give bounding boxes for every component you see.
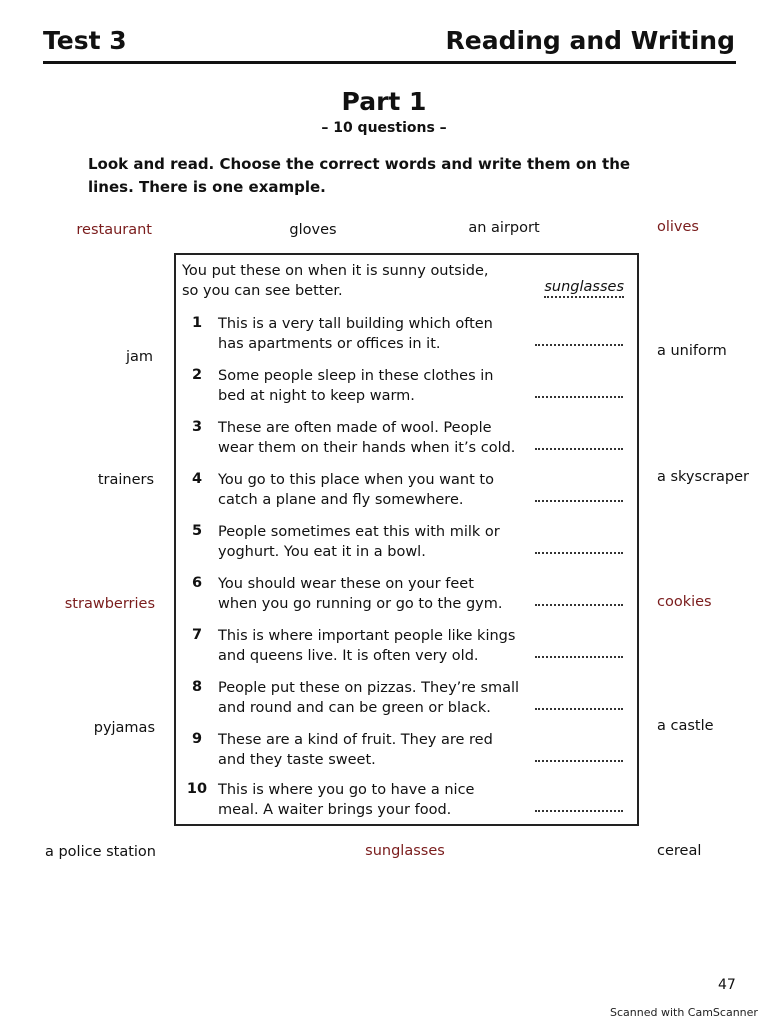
scanner-watermark: Scanned with CamScanner xyxy=(610,1006,758,1019)
answer-line[interactable] xyxy=(535,552,623,554)
answer-line[interactable] xyxy=(535,708,623,710)
question-number: 5 xyxy=(191,523,203,539)
question-number: 8 xyxy=(191,679,203,695)
question-text: You should wear these on your feet when you go running or go to the gym. xyxy=(218,576,503,612)
question-item xyxy=(176,730,637,782)
question-item xyxy=(176,522,637,574)
word-cookies: cookies xyxy=(657,594,712,610)
question-number: 1 xyxy=(191,315,203,331)
word-cereal: cereal xyxy=(657,843,702,859)
instructions: Look and read. Choose the correct words and write them on the lines. There is one example. xyxy=(88,155,631,196)
question-text: Some people sleep in these clothes in bed at night to keep warm. xyxy=(218,368,494,404)
word-a-police-station: a police station xyxy=(44,844,156,860)
question-item xyxy=(176,314,637,366)
example-line-1: You put these on when it is sunny outside, xyxy=(182,263,489,279)
answer-line[interactable] xyxy=(535,604,623,606)
example-answer: sunglasses xyxy=(544,278,624,298)
question-number: 10 xyxy=(186,781,208,797)
word-a-skyscraper: a skyscraper xyxy=(657,469,749,485)
question-item xyxy=(176,780,637,832)
question-number: 3 xyxy=(191,419,203,435)
question-text: These are a kind of fruit. They are red and they taste sweet. xyxy=(218,732,493,768)
question-text: You go to this place when you want to catch a plane and fly somewhere. xyxy=(218,472,494,508)
answer-line[interactable] xyxy=(535,810,623,812)
question-text: People put these on pizzas. They’re small and round and can be green or black. xyxy=(218,680,520,716)
question-box xyxy=(174,253,639,826)
answer-line[interactable] xyxy=(535,396,623,398)
answer-line[interactable] xyxy=(535,344,623,346)
answer-line[interactable] xyxy=(535,448,623,450)
section-title: Reading and Writing xyxy=(445,26,735,55)
question-text: People sometimes eat this with milk or yoghurt. You eat it in a bowl. xyxy=(218,524,500,560)
question-item xyxy=(176,366,637,418)
question-item xyxy=(176,418,637,470)
question-item xyxy=(176,626,637,678)
question-number: 9 xyxy=(191,731,203,747)
answer-line[interactable] xyxy=(535,760,623,762)
word-a-castle: a castle xyxy=(657,718,714,734)
question-number: 7 xyxy=(191,627,203,643)
question-number: 2 xyxy=(191,367,203,383)
word-trainers: trainers xyxy=(97,472,154,488)
word-pyjamas: pyjamas xyxy=(93,720,155,736)
question-number: 6 xyxy=(191,575,203,591)
answer-line[interactable] xyxy=(535,656,623,658)
test-number: Test 3 xyxy=(43,26,127,55)
question-item xyxy=(176,678,637,730)
word-jam: jam xyxy=(125,349,153,365)
question-text: These are often made of wool. People wear them on their hands when it’s cold. xyxy=(218,420,516,456)
question-text: This is where you go to have a nice meal. A waiter brings your food. xyxy=(218,782,475,818)
header-divider xyxy=(43,61,736,64)
word-sunglasses: sunglasses xyxy=(365,843,445,859)
part-title: Part 1 xyxy=(341,87,427,116)
word-gloves: gloves xyxy=(289,222,337,238)
example-question xyxy=(182,261,489,301)
question-item xyxy=(176,470,637,522)
word-olives: olives xyxy=(657,219,699,235)
question-text: This is where important people like kings and queens live. It is often very old. xyxy=(218,628,516,664)
part-subtitle: – 10 questions – xyxy=(321,120,447,136)
page-number: 47 xyxy=(718,977,736,993)
word-a-uniform: a uniform xyxy=(657,343,727,359)
word-an-airport: an airport xyxy=(468,220,540,236)
word-strawberries: strawberries xyxy=(64,596,155,612)
question-number: 4 xyxy=(191,471,203,487)
question-text: This is a very tall building which often has apartments or offices in it. xyxy=(218,316,493,352)
word-restaurant: restaurant xyxy=(76,222,152,238)
answer-line[interactable] xyxy=(535,500,623,502)
question-item xyxy=(176,574,637,626)
example-line-2: so you can see better. xyxy=(182,283,343,299)
